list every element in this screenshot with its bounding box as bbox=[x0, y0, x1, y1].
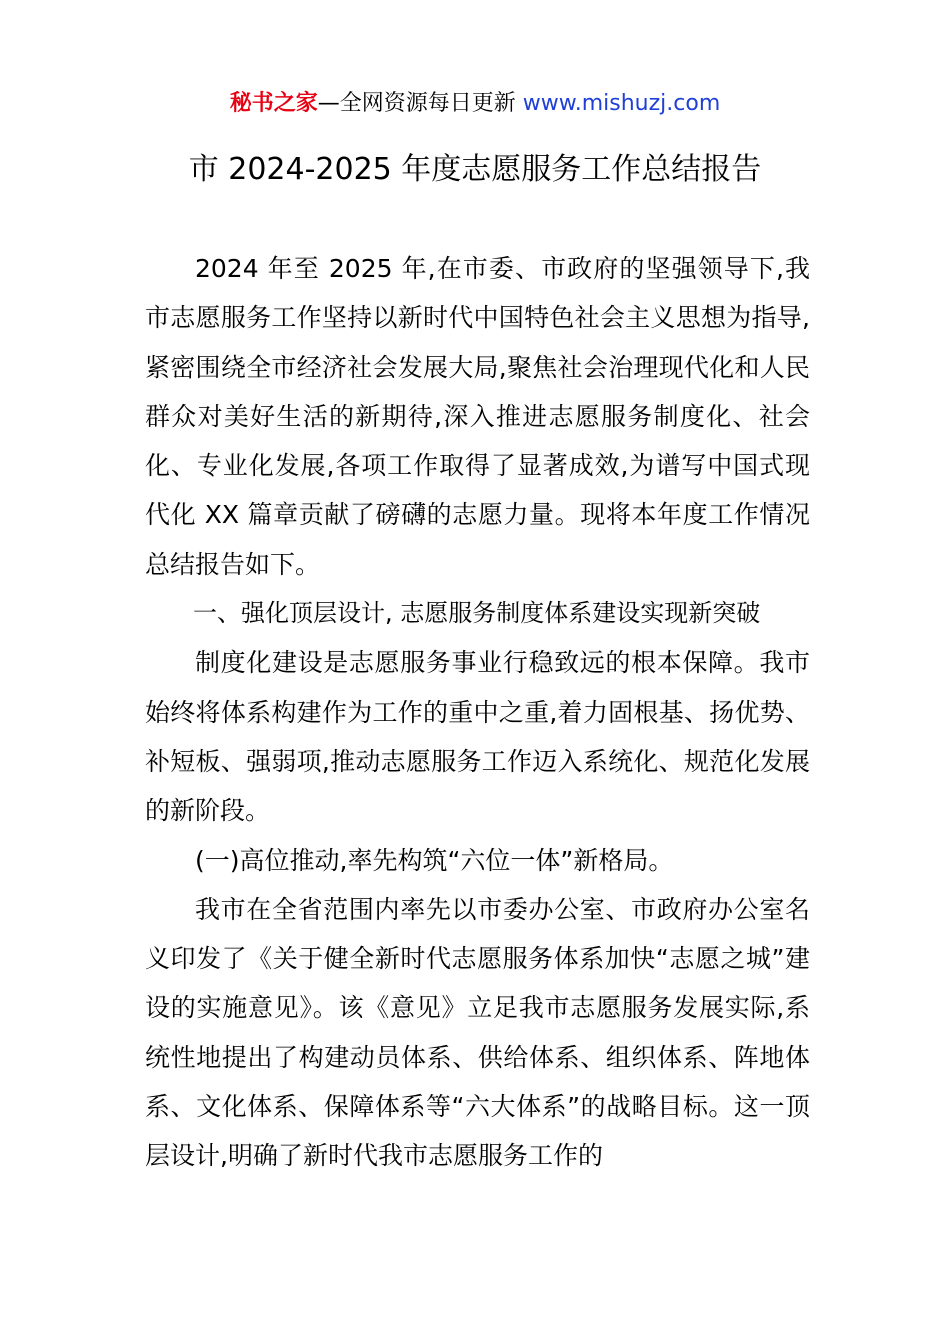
document-body bbox=[145, 244, 810, 1181]
intro-paragraph: 2024 年至 2025 年,在市委、市政府的坚强领导下,我市志愿服务工作坚持以新时代中国特色社会主义思想为指导,紧密围绕全市经济社会发展大局,聚焦社会治理现代化和人民群众对美好生活的新期待,深入推进志愿服务制度化、社会化、专业化发展,各项工作取得了显著成效,为谱写中国式现代化 XX 篇章贡献了磅礴的志愿力量。现将本年度工作情况总结报告如下。 bbox=[145, 254, 810, 579]
document-title: 市 2024-2025 年度志愿服务工作总结报告 bbox=[188, 152, 762, 187]
site-url-link[interactable]: www.mishuzj.com bbox=[515, 91, 721, 116]
subsection-heading-1: (一)高位推动,率先构筑“六位一体”新格局。 bbox=[195, 845, 674, 875]
site-banner bbox=[0, 86, 950, 122]
subsection-1-paragraph: 我市在全省范围内率先以市委办公室、市政府办公室名义印发了《关于健全新时代志愿服务体系加快“志愿之城”建设的实施意见》。该《意见》立足我市志愿服务发展实际,系统性地提出了构建动员体系、供给体系、组织体系、阵地体系、文化体系、保障体系等“六大体系”的战略目标。这一顶层设计,明确了新时代我市志愿服务工作的 bbox=[145, 894, 810, 1171]
brand-name: 秘书之家 bbox=[229, 91, 318, 116]
section-1-paragraph: 制度化建设是志愿服务事业行稳致远的根本保障。我市始终将体系构建作为工作的重中之重,着力固根基、扬优势、补短板、强弱项,推动志愿服务工作迈入系统化、规范化发展的新阶段。 bbox=[145, 648, 810, 826]
section-heading-1: 一、强化顶层设计, 志愿服务制度体系建设实现新突破 bbox=[193, 599, 761, 628]
banner-tagline: —全网资源每日更新 bbox=[317, 91, 516, 116]
